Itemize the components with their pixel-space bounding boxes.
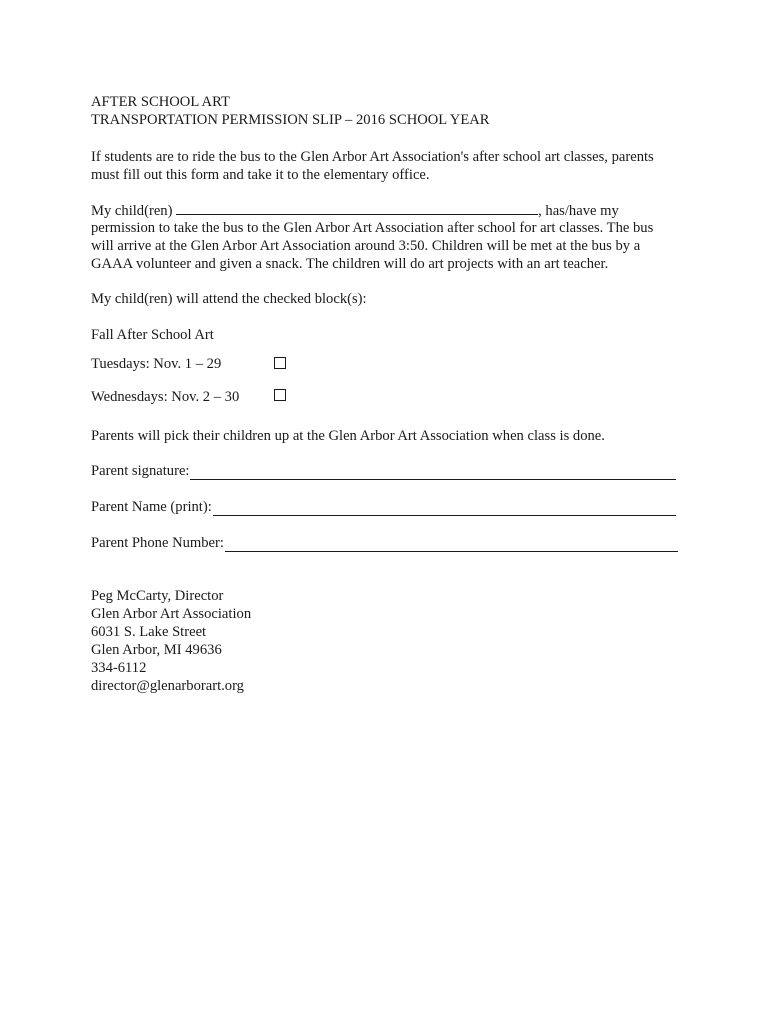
attend-label: My child(ren) will attend the checked block(s): bbox=[91, 291, 367, 307]
option-label-wednesdays: Wednesdays: Nov. 2 – 30 bbox=[91, 389, 240, 405]
permission-line-4: GAAA volunteer and given a snack. The children will do art projects with an art teacher. bbox=[91, 256, 609, 272]
permission-line-3: will arrive at the Glen Arbor Art Association around 3:50. Children will be met at the bus by a bbox=[91, 238, 641, 254]
contact-email: director@glenarborart.org bbox=[91, 678, 244, 694]
header-title: AFTER SCHOOL ART bbox=[91, 94, 230, 110]
wednesdays-checkbox[interactable] bbox=[274, 389, 286, 401]
parent-signature-field[interactable] bbox=[190, 465, 676, 480]
contact-phone: 334-6112 bbox=[91, 660, 147, 676]
pickup-note: Parents will pick their children up at the Glen Arbor Art Association when class is done. bbox=[91, 428, 605, 444]
permission-prefix: My child(ren) bbox=[91, 203, 177, 219]
contact-organization: Glen Arbor Art Association bbox=[91, 606, 252, 622]
child-name-field[interactable] bbox=[176, 201, 538, 215]
permission-suffix: , has/have my bbox=[538, 203, 619, 219]
tuesdays-checkbox[interactable] bbox=[274, 357, 286, 369]
permission-line-2: permission to take the bus to the Glen Arbor Art Association after school for art classes. The bus bbox=[91, 220, 654, 236]
parent-phone-row bbox=[91, 534, 678, 552]
parent-phone-field[interactable] bbox=[225, 537, 678, 552]
intro-line-1: If students are to ride the bus to the Glen Arbor Art Association's after school art classes, parents bbox=[91, 149, 654, 165]
permission-line-1 bbox=[91, 201, 619, 220]
header-subtitle: TRANSPORTATION PERMISSION SLIP – 2016 SCHOOL YEAR bbox=[91, 112, 490, 128]
contact-street: 6031 S. Lake Street bbox=[91, 624, 207, 640]
contact-city: Glen Arbor, MI 49636 bbox=[91, 642, 222, 658]
contact-name: Peg McCarty, Director bbox=[91, 588, 224, 604]
section-title: Fall After School Art bbox=[91, 327, 214, 343]
parent-name-field[interactable] bbox=[213, 501, 676, 516]
parent-name-row bbox=[91, 498, 676, 516]
parent-name-label: Parent Name (print): bbox=[91, 499, 212, 515]
option-label-tuesdays: Tuesdays: Nov. 1 – 29 bbox=[91, 356, 222, 372]
intro-line-2: must fill out this form and take it to the elementary office. bbox=[91, 167, 430, 183]
parent-signature-row bbox=[91, 462, 676, 480]
parent-signature-label: Parent signature: bbox=[91, 463, 190, 479]
parent-phone-label: Parent Phone Number: bbox=[91, 535, 224, 551]
